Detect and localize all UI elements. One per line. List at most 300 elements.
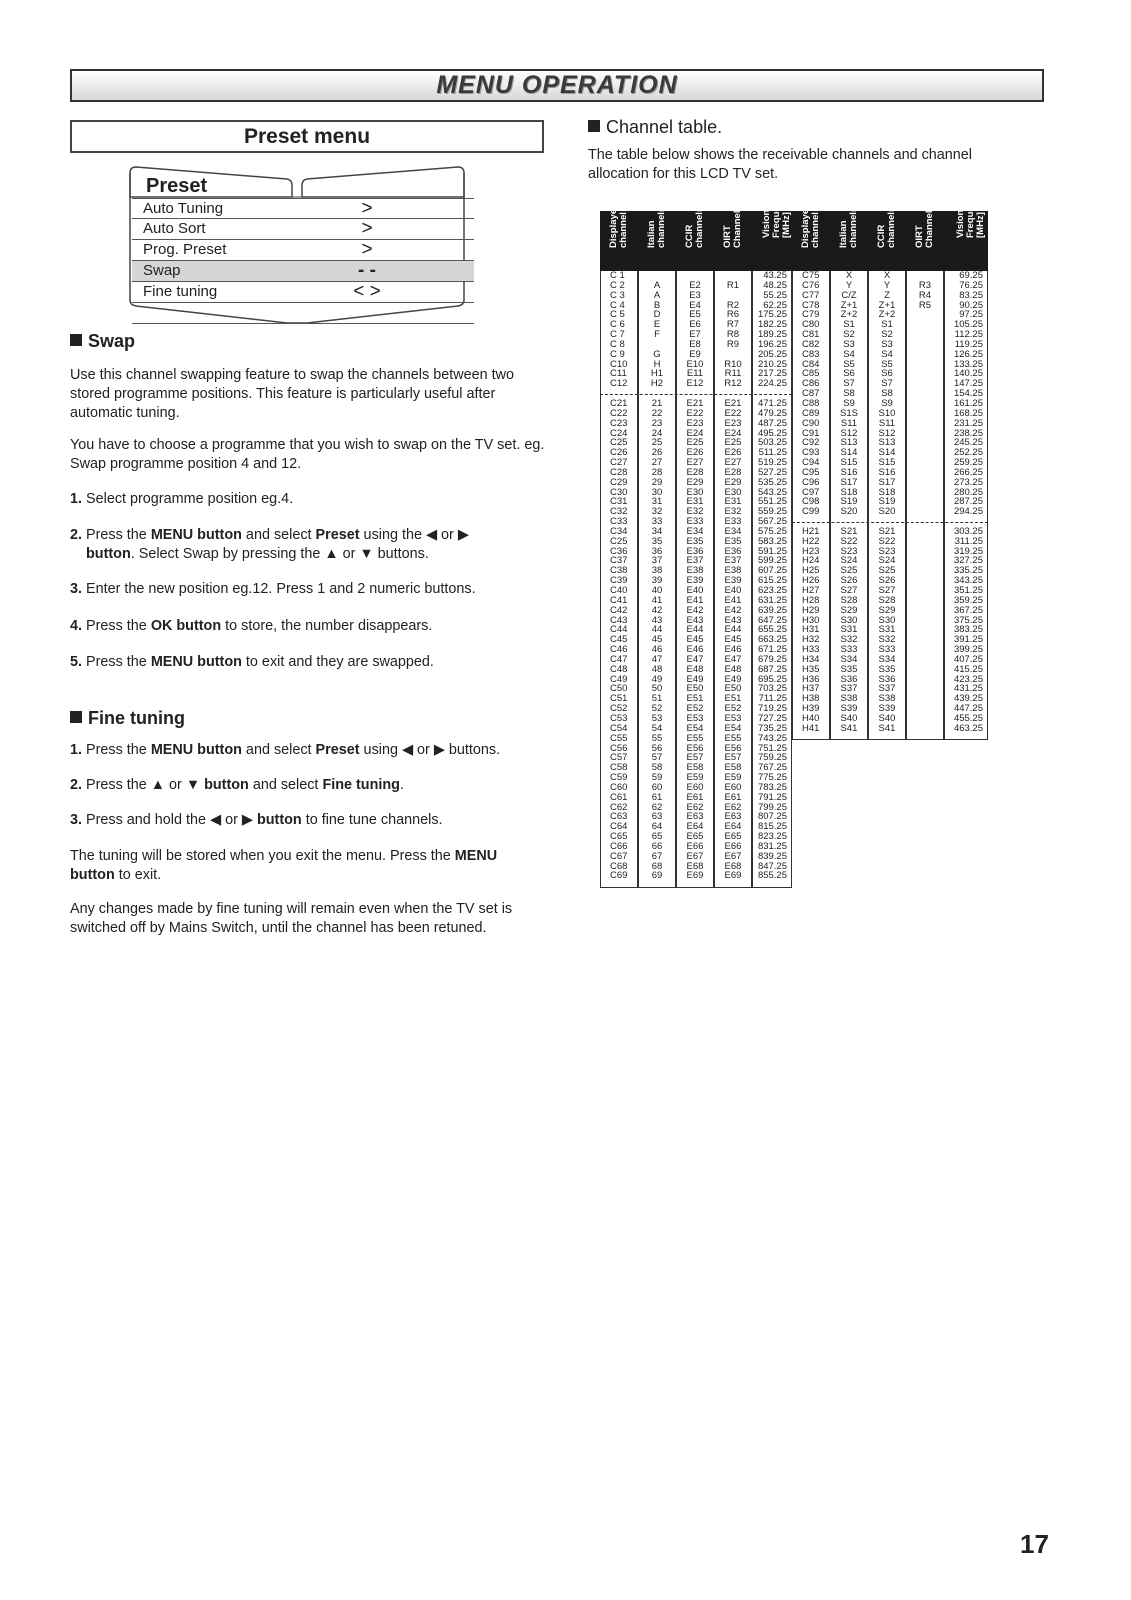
table-cell: [907, 360, 943, 370]
table-cell: C65: [610, 831, 628, 843]
table-cell: 105.25: [953, 319, 983, 331]
table-cell: C58: [610, 762, 628, 774]
table-cell: 647.25: [757, 614, 787, 626]
table-cell: 671.25: [757, 644, 787, 656]
table-cell: 33: [651, 516, 663, 528]
table-cell: E37: [686, 555, 704, 567]
table-cell: E43: [686, 614, 704, 626]
table-cell: S24: [840, 555, 858, 567]
table-cell: S10: [878, 407, 896, 419]
table-cell: C54: [610, 722, 628, 734]
fine-tuning-heading: Fine tuning: [70, 708, 185, 729]
table-cell: [907, 448, 943, 458]
table-cell: E62: [686, 801, 704, 813]
table-cell: [907, 350, 943, 360]
table-cell: S30: [840, 614, 858, 626]
table-cell: 69: [651, 870, 663, 882]
table-cell: 479.25: [757, 407, 787, 419]
table-cell: C12: [610, 378, 628, 390]
table-cell: E49: [686, 673, 704, 685]
table-cell: S40: [878, 712, 896, 724]
table-cell: [907, 389, 943, 399]
table-cell: R4: [918, 289, 932, 301]
table-cell: H37: [802, 683, 820, 695]
table-cell: [907, 547, 943, 557]
table-cell: E29: [686, 476, 704, 488]
table-cell: C78: [802, 299, 820, 311]
table-cell: 743.25: [757, 732, 787, 744]
square-bullet-icon: [70, 711, 82, 723]
table-cell: C84: [802, 358, 820, 370]
table-cell: C49: [610, 673, 628, 685]
table-cell: C91: [802, 427, 820, 439]
table-cell: C79: [802, 309, 820, 321]
table-cell: S18: [840, 486, 858, 498]
table-cell: 52: [651, 703, 663, 715]
table-cell: C99: [802, 506, 820, 518]
table-cell: E12: [686, 378, 704, 390]
table-cell: [907, 616, 943, 626]
table-cell: E56: [686, 742, 704, 754]
table-cell: 224.25: [757, 378, 787, 390]
column-header: Displayed channel no.: [800, 195, 821, 248]
table-cell: 823.25: [757, 831, 787, 843]
table-cell: E69: [686, 870, 704, 882]
table-cell: [907, 675, 943, 685]
table-cell: 55.25: [763, 289, 787, 301]
menu-row-fine-tuning[interactable]: [132, 282, 474, 303]
table-cell: E21: [724, 397, 742, 409]
table-cell: 815.25: [757, 821, 787, 833]
table-cell: [907, 684, 943, 694]
table-cell: 147.25: [953, 378, 983, 390]
table-cell: E46: [686, 644, 704, 656]
table-cell: E45: [686, 634, 704, 646]
table-cell: [907, 369, 943, 379]
row-group-divider: [600, 394, 792, 395]
table-cell: H23: [802, 545, 820, 557]
table-cell: S15: [878, 457, 896, 469]
table-cell: [907, 635, 943, 645]
table-cell: E65: [724, 831, 742, 843]
table-cell: S13: [878, 437, 896, 449]
table-cell: E47: [724, 653, 742, 665]
menu-row-label: Fine tuning: [143, 283, 218, 300]
table-cell: 252.25: [953, 447, 983, 459]
table-cell: 126.25: [953, 348, 983, 360]
table-cell: E63: [724, 811, 742, 823]
table-cell: [907, 438, 943, 448]
table-cell: 161.25: [953, 397, 983, 409]
table-cell: 76.25: [959, 279, 983, 291]
table-cell: E24: [686, 427, 704, 439]
table-cell: H31: [802, 624, 820, 636]
table-cell: Z+2: [878, 309, 896, 321]
table-cell: E58: [686, 762, 704, 774]
table-cell: S9: [843, 397, 855, 409]
table-cell: E39: [724, 575, 742, 587]
table-cell: E30: [724, 486, 742, 498]
table-cell: 217.25: [757, 368, 787, 380]
swap-step-2: 2. Press the MENU button and select Preset using the ◀ or ▶ button. Select Swap by pressing the ▲ or ▼ buttons.: [70, 527, 469, 562]
table-cell: Z+1: [840, 299, 858, 311]
table-cell: [907, 340, 943, 350]
column-header: Displayed channel no.: [608, 195, 629, 248]
table-cell: H29: [802, 604, 820, 616]
table-cell: E64: [686, 821, 704, 833]
table-cell: 527.25: [757, 466, 787, 478]
menu-row-label: Prog. Preset: [143, 241, 227, 258]
table-cell: 359.25: [953, 594, 983, 606]
table-cell: E57: [686, 752, 704, 764]
table-cell: 303.25: [953, 525, 983, 537]
table-cell: S22: [840, 535, 858, 547]
table-cell: S19: [840, 496, 858, 508]
table-cell: C50: [610, 683, 628, 695]
table-cell: S1: [881, 319, 893, 331]
table-cell: 54: [651, 722, 663, 734]
table-cell: S38: [840, 693, 858, 705]
table-cell: E68: [724, 860, 742, 872]
table-cell: S31: [878, 624, 896, 636]
table-cell: 259.25: [953, 457, 983, 469]
table-cell: 41: [651, 594, 663, 606]
table-cell: E50: [686, 683, 704, 695]
table-cell: S3: [843, 338, 855, 350]
table-cell: 119.25: [954, 338, 983, 350]
table-column-right-freq: [944, 271, 988, 740]
table-cell: E32: [686, 506, 704, 518]
table-cell: C87: [802, 388, 820, 400]
table-cell: 447.25: [953, 703, 983, 715]
table-cell: S30: [878, 614, 896, 626]
table-cell: A: [653, 279, 661, 291]
table-cell: 783.25: [757, 781, 787, 793]
table-cell: 463.25: [953, 722, 983, 734]
table-cell: S17: [878, 476, 896, 488]
table-cell: 591.25: [757, 545, 787, 557]
table-cell: 196.25: [757, 338, 787, 350]
table-cell: E60: [686, 781, 704, 793]
table-cell: [907, 458, 943, 468]
table-cell: 847.25: [757, 860, 787, 872]
table-cell: S18: [878, 486, 896, 498]
table-cell: E25: [686, 437, 704, 449]
table-cell: R3: [918, 279, 932, 291]
fine-tuning-step-3: 3. Press and hold the ◀ or ▶ button to fine tune channels.: [70, 812, 443, 828]
menu-row-value: - -: [358, 260, 376, 281]
table-cell: H41: [802, 722, 820, 734]
table-cell: S37: [840, 683, 858, 695]
table-cell: 32: [651, 506, 663, 518]
table-cell: E22: [686, 407, 704, 419]
table-cell: E4: [689, 299, 701, 311]
table-cell: S32: [878, 634, 896, 646]
table-cell: 327.25: [953, 555, 983, 567]
table-cell: S39: [878, 703, 896, 715]
table-cell: A: [653, 289, 661, 301]
table-cell: S41: [878, 722, 896, 734]
fine-tuning-note-1: The tuning will be stored when you exit the menu. Press the MENU button to exit.: [70, 848, 498, 883]
table-cell: 66: [651, 840, 663, 852]
table-cell: 62.25: [763, 299, 787, 311]
table-cell: C41: [610, 594, 628, 606]
menu-row-auto-tuning[interactable]: [132, 198, 474, 219]
table-cell: S4: [843, 348, 855, 360]
table-cell: D: [653, 309, 661, 321]
table-cell: S3: [881, 338, 893, 350]
table-cell: 27: [651, 457, 663, 469]
table-cell: E48: [686, 663, 704, 675]
table-cell: 57: [651, 752, 663, 764]
table-cell: 189.25: [757, 329, 787, 341]
table-cell: E61: [686, 791, 704, 803]
table-cell: X: [845, 270, 853, 281]
table-cell: 46: [651, 644, 663, 656]
table-cell: E54: [686, 722, 704, 734]
table-cell: Y: [845, 279, 853, 291]
table-cell: 807.25: [757, 811, 787, 823]
table-cell: E44: [724, 624, 742, 636]
table-cell: [907, 625, 943, 635]
table-cell: S4: [881, 348, 893, 360]
table-cell: 38: [651, 565, 663, 577]
table-cell: S36: [878, 673, 896, 685]
table-cell: 140.25: [953, 368, 983, 380]
table-cell: 21: [651, 397, 663, 409]
table-cell: E48: [724, 663, 742, 675]
table-cell: S8: [843, 388, 855, 400]
table-cell: S35: [840, 663, 858, 675]
table-cell: H24: [802, 555, 820, 567]
table-cell: C 9: [610, 348, 625, 360]
table-cell: R1: [726, 279, 740, 291]
table-cell: 471.25: [757, 397, 787, 409]
table-cell: 231.25: [953, 417, 983, 429]
table-cell: S12: [840, 427, 858, 439]
table-cell: C24: [610, 427, 628, 439]
table-cell: S26: [840, 575, 858, 587]
table-cell: 431.25: [953, 683, 983, 695]
table-cell: 205.25: [757, 348, 787, 360]
table-cell: E46: [724, 644, 742, 656]
table-cell: 383.25: [953, 624, 983, 636]
table-cell: C90: [802, 417, 820, 429]
table-cell: 567.25: [757, 516, 787, 528]
table-cell: S28: [878, 594, 896, 606]
table-cell: [907, 527, 943, 537]
table-cell: 511.25: [758, 447, 787, 459]
table-cell: [907, 724, 943, 734]
table-cell: 168.25: [953, 407, 983, 419]
channel-table-description: The table below shows the receivable channels and channel allocation for this LCD TV set.: [588, 147, 973, 182]
table-cell: S1: [843, 319, 855, 331]
table-cell: C85: [802, 368, 820, 380]
table-cell: Z+1: [878, 299, 896, 311]
table-cell: 44: [651, 624, 663, 636]
table-cell: C77: [802, 289, 820, 301]
table-cell: E32: [724, 506, 742, 518]
table-cell: 65: [651, 831, 663, 843]
table-column-left-oirt: [714, 271, 752, 888]
table-cell: E54: [724, 722, 742, 734]
table-cell: 182.25: [757, 319, 787, 331]
table-cell: [907, 399, 943, 409]
table-cell: E49: [724, 673, 742, 685]
table-cell: R12: [724, 378, 742, 390]
menu-row-swap[interactable]: [132, 261, 474, 282]
table-cell: S34: [878, 653, 896, 665]
table-cell: 631.25: [757, 594, 787, 606]
table-cell: 751.25: [757, 742, 787, 754]
table-cell: 245.25: [953, 437, 983, 449]
table-cell: E67: [686, 850, 704, 862]
table-cell: C46: [610, 644, 628, 656]
table-cell: 655.25: [757, 624, 787, 636]
table-cell: S20: [878, 506, 896, 518]
table-cell: H40: [802, 712, 820, 724]
table-cell: 415.25: [953, 663, 983, 675]
table-cell: 22: [651, 407, 663, 419]
table-cell: S28: [840, 594, 858, 606]
table-cell: C68: [610, 860, 628, 872]
table-cell: 42: [651, 604, 663, 616]
table-cell: C89: [802, 407, 820, 419]
table-cell: R7: [726, 319, 740, 331]
table-cell: 28: [651, 466, 663, 478]
table-cell: 319.25: [953, 545, 983, 557]
table-cell: E36: [686, 545, 704, 557]
table-cell: E41: [724, 594, 742, 606]
table-cell: 56: [651, 742, 663, 754]
table-cell: S24: [878, 555, 896, 567]
table-cell: 266.25: [953, 466, 983, 478]
menu-row-auto-sort[interactable]: [132, 219, 474, 240]
table-cell: [907, 468, 943, 478]
column-header: Vision Frequency [MHz]: [761, 189, 792, 238]
table-cell: H35: [802, 663, 820, 675]
table-cell: C 4: [610, 299, 625, 311]
table-cell: C 3: [610, 289, 625, 301]
menu-rows: [132, 198, 474, 324]
table-cell: [907, 645, 943, 655]
menu-row-label: Swap: [143, 262, 181, 279]
table-cell: S23: [840, 545, 858, 557]
swap-step-4: 4. Press the OK button to store, the number disappears.: [70, 618, 433, 634]
table-cell: 26: [651, 447, 663, 459]
table-cell: 43: [651, 614, 663, 626]
table-cell: 623.25: [757, 585, 787, 596]
table-cell: E37: [724, 555, 742, 567]
table-cell: C36: [610, 545, 628, 557]
table-cell: C88: [802, 397, 820, 409]
table-cell: C95: [802, 466, 820, 478]
table-cell: 34: [651, 525, 663, 537]
table-cell: C97: [802, 486, 820, 498]
table-cell: C25: [610, 437, 628, 449]
table-cell: [907, 379, 943, 389]
table-cell: H: [653, 358, 661, 370]
table-cell: [907, 556, 943, 566]
table-cell: E47: [686, 653, 704, 665]
menu-row-prog-preset[interactable]: [132, 240, 474, 261]
table-cell: C 7: [610, 329, 625, 341]
table-cell: 64: [651, 821, 663, 833]
table-cell: C83: [802, 348, 820, 360]
table-cell: C40: [610, 585, 628, 596]
table-cell: 311.25: [954, 535, 983, 547]
table-cell: S16: [878, 466, 896, 478]
table-cell: E44: [686, 624, 704, 636]
table-cell: C48: [610, 663, 628, 675]
table-cell: 799.25: [757, 801, 787, 813]
table-cell: 503.25: [757, 437, 787, 449]
table-cell: S39: [840, 703, 858, 715]
table-cell: 551.25: [757, 496, 787, 508]
table-cell: 40: [651, 585, 663, 596]
table-cell: 519.25: [757, 457, 787, 469]
table-cell: [907, 330, 943, 340]
table-cell: 39: [651, 575, 663, 587]
table-cell: E64: [724, 821, 742, 833]
table-cell: 97.25: [959, 309, 983, 321]
table-cell: H1: [650, 368, 664, 380]
table-cell: S8: [881, 388, 893, 400]
table-cell: C52: [610, 703, 628, 715]
table-cell: E27: [724, 457, 742, 469]
table-cell: 60: [651, 781, 663, 793]
table-cell: [907, 714, 943, 724]
table-cell: S21: [840, 525, 858, 537]
table-cell: 133.25: [953, 358, 983, 370]
table-cell: 68: [651, 860, 663, 872]
table-cell: 391.25: [953, 634, 983, 646]
table-cell: C98: [802, 496, 820, 508]
table-cell: E11: [686, 368, 704, 380]
swap-intro-2: You have to choose a programme that you wish to swap on the TV set. eg. Swap programme position 4 and 12.: [70, 437, 545, 472]
table-cell: S23: [878, 545, 896, 557]
table-cell: [907, 704, 943, 714]
table-cell: S37: [878, 683, 896, 695]
table-cell: 294.25: [953, 506, 983, 518]
table-cell: E56: [724, 742, 742, 754]
table-cell: 759.25: [757, 752, 787, 764]
table-cell: H27: [802, 585, 820, 596]
table-cell: [907, 537, 943, 547]
table-cell: H25: [802, 565, 820, 577]
table-cell: 639.25: [757, 604, 787, 616]
table-cell: S33: [878, 644, 896, 656]
menu-heading: Preset: [146, 175, 208, 197]
table-cell: C43: [610, 614, 628, 626]
table-cell: [907, 606, 943, 616]
table-cell: E53: [724, 712, 742, 724]
row-group-divider: [792, 522, 988, 523]
table-cell: C76: [802, 279, 820, 291]
table-cell: 45: [651, 634, 663, 646]
table-cell: S6: [881, 368, 893, 380]
table-cell: H2: [650, 378, 664, 390]
table-cell: 487.25: [757, 417, 787, 429]
table-cell: [907, 655, 943, 665]
table-cell: S7: [881, 378, 893, 390]
table-cell: 679.25: [757, 653, 787, 665]
table-cell: C82: [802, 338, 820, 350]
table-cell: S11: [878, 417, 896, 429]
table-cell: 351.25: [953, 585, 983, 596]
table-cell: R10: [724, 358, 742, 370]
table-cell: 31: [651, 496, 663, 508]
